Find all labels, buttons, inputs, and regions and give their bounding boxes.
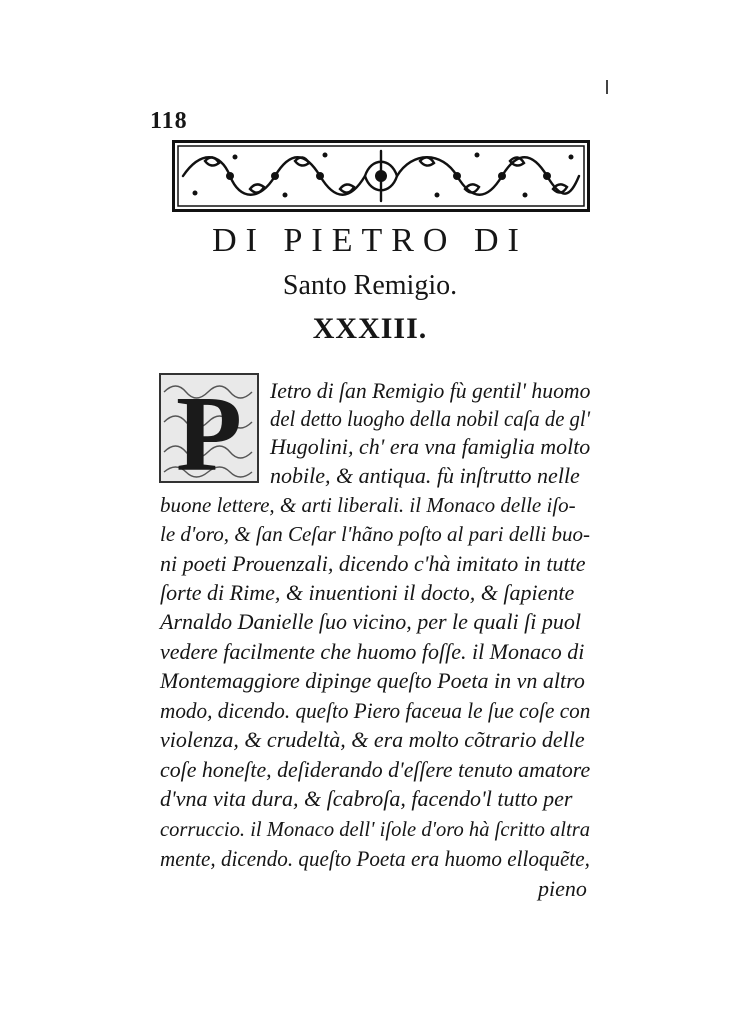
- text-line: vedere facilmente che huomo foſſe. il Monaco di: [160, 639, 585, 664]
- text-line: del detto luogho della nobil caſa de gl': [270, 406, 591, 431]
- text-line: Ietro di ſan Remigio fù gentil' huomo: [270, 378, 591, 403]
- text-line: violenza, & crudeltà, & era molto cõtrario delle: [160, 727, 585, 752]
- catchword: pieno: [538, 876, 587, 901]
- text-line: d'vna vita dura, & ſcabroſa, facendo'l tutto per: [160, 786, 573, 811]
- drop-cap-letter: P: [176, 375, 242, 484]
- text-line: Montemaggiore dipinge queſto Poeta in vn altro: [160, 668, 585, 693]
- text-line: Arnaldo Danielle ſuo vicino, per le quali ſi puol: [160, 609, 581, 634]
- text-line: modo, dicendo. queſto Piero faceua le ſue coſe con: [160, 698, 591, 723]
- drop-cap-illustration: [158, 372, 260, 484]
- text-line: nobile, & antiqua. fù inſtrutto nelle: [270, 463, 580, 488]
- floral-scroll-ornament: [175, 143, 587, 209]
- chapter-number: XXXIII.: [312, 312, 428, 345]
- chapter-title-line-2: Santo Remigio.: [282, 270, 458, 301]
- text-line: mente, dicendo. queſto Poeta era huomo elloquẽte,: [160, 846, 590, 871]
- edge-mark: [606, 80, 608, 94]
- text-line: ſorte di Rime, & inuentioni il docto, & ſapiente: [160, 580, 575, 605]
- decorative-headpiece: [172, 140, 590, 212]
- ornamental-initial-p: [158, 372, 260, 484]
- text-line: le d'oro, & ſan Ceſar l'hãno poſto al pari delli buo-: [160, 522, 590, 546]
- page-number: 118: [150, 108, 188, 134]
- chapter-title-line-1: DI PIETRO DI: [212, 222, 528, 259]
- text-line: buone lettere, & arti liberali. il Monaco delle iſo-: [160, 493, 576, 517]
- text-line: coſe honeſte, deſiderando d'eſſere tenuto amatore: [160, 757, 591, 782]
- text-line: corruccio. il Monaco dell' iſole d'oro hà ſcritto altra: [160, 817, 591, 841]
- text-line: ni poeti Prouenzali, dicendo c'hà imitato in tutte: [160, 551, 586, 576]
- text-line: Hugolini, ch' era vna famiglia molto: [270, 434, 591, 459]
